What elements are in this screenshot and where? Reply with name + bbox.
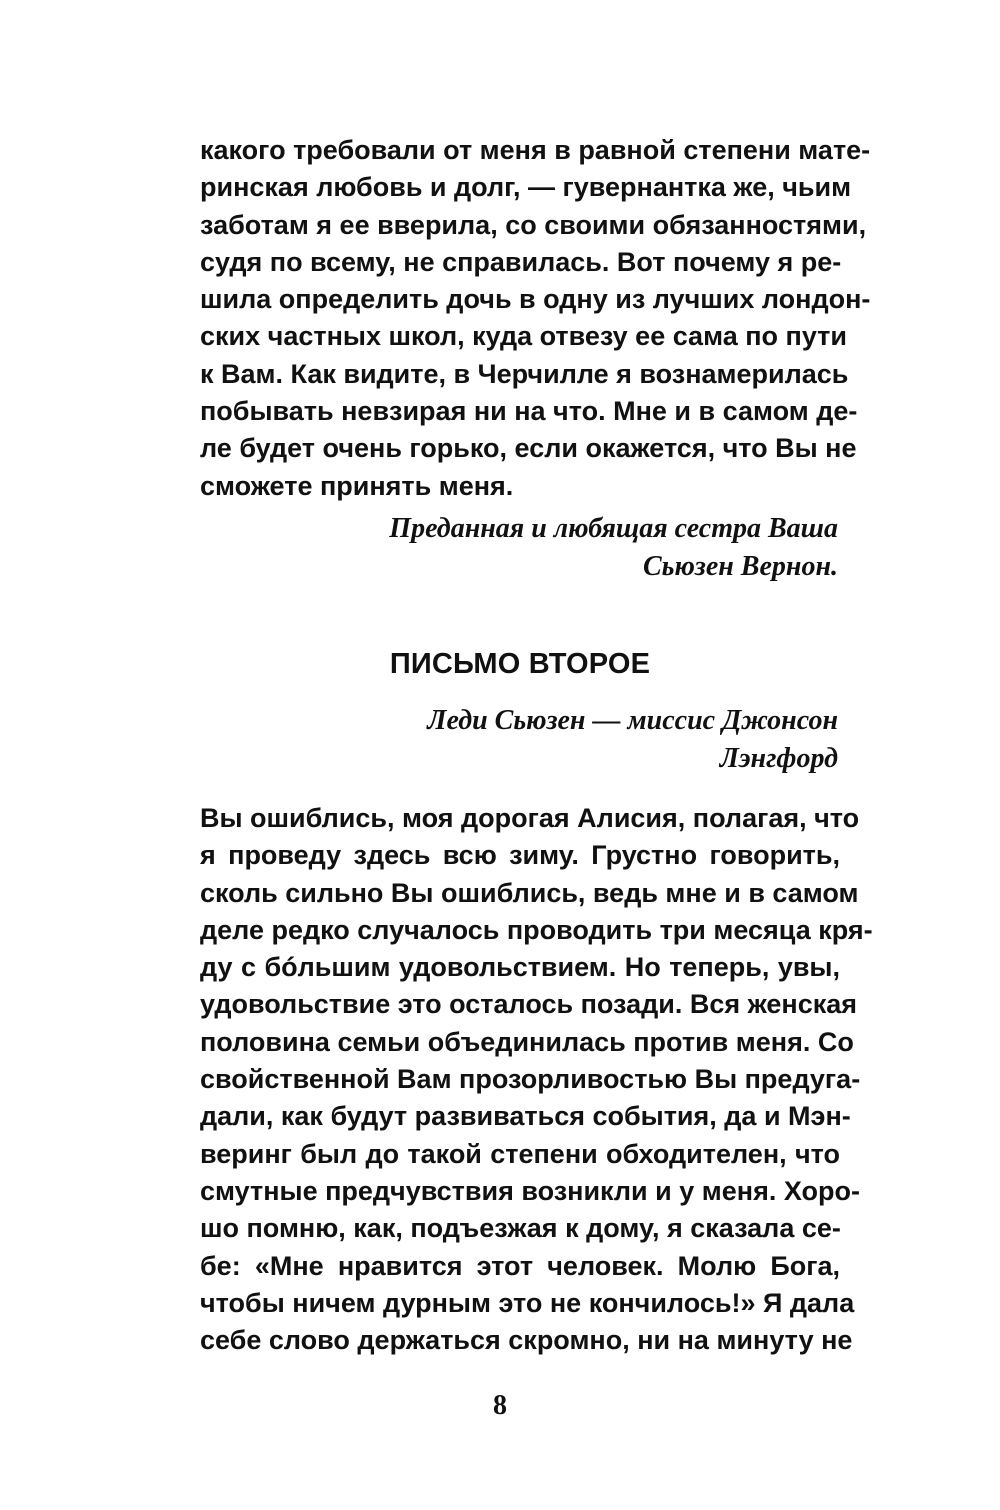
page-number: 8 <box>493 1390 507 1421</box>
text-line: ринская любовь и долг, — гувернантка же, чьим <box>200 172 852 203</box>
text-line: судя по всему, не справилась. Вот почему я ре- <box>200 246 842 277</box>
text-line: ле будет очень горько, если окажется, что Вы не <box>200 433 857 464</box>
signature-line-closing: Преданная и любящая сестра Ваша <box>389 513 838 544</box>
text-line: сколь сильно Вы ошиблись, ведь мне и в самом <box>200 877 859 908</box>
letter-address <box>427 702 838 778</box>
text-line: заботам я ее вверила, со своими обязанностями, <box>200 209 867 240</box>
text-line: смутные предчувствия возникли и у меня. Хоро- <box>200 1175 860 1206</box>
text-line: половина семьи объединилась против меня. Со <box>200 1026 854 1057</box>
text-line: шила определить дочь в одну из лучших лондон- <box>200 284 871 315</box>
text-line: веринг был до такой степени обходителен, что <box>200 1138 840 1169</box>
signature-line-name: Сьюзен Вернон. <box>642 551 838 582</box>
text-line: деле редко случалось проводить три месяца кря- <box>200 914 873 945</box>
address-line-sender-recipient: Леди Сьюзен — миссис Джонсон <box>427 705 838 736</box>
text-line: к Вам. Как видите, в Черчилле я вознамерилась <box>200 358 849 389</box>
text-line: удовольствие это осталось позади. Вся женская <box>200 989 858 1020</box>
address-line-recipient-surname: Лэнгфорд <box>719 743 838 774</box>
text-line: сможете принять меня. <box>200 470 514 501</box>
text-line: бе: «Мне нравится этот человек. Молю Бога, <box>200 1250 840 1281</box>
text-line: я проведу здесь всю зиму. Грустно говорить, <box>200 840 840 871</box>
text-line: побывать невзирая ни на что. Мне и в самом де- <box>200 396 858 427</box>
text-line: ских частных школ, куда отвезу ее сама по пути <box>200 321 847 352</box>
letter-paragraph-continued <box>200 132 871 505</box>
chapter-heading: ПИСЬМО ВТОРОЕ <box>389 648 651 680</box>
text-line: чтобы ничем дурным это не кончилось!» Я дала <box>200 1287 855 1318</box>
letter-signature <box>389 510 838 586</box>
text-line: Вы ошиблись, моя дорогая Алисия, полагая, что <box>200 803 860 833</box>
letter-paragraph <box>200 800 873 1359</box>
text-line: себе слово держаться скромно, ни на минуту не <box>200 1325 853 1356</box>
text-line: шо помню, как, подъезжая к дому, я сказала се- <box>200 1213 841 1244</box>
text-line: какого требовали от меня в равной степени мате- <box>200 135 871 165</box>
text-line: ду с бóльшим удовольствием. Но теперь, увы, <box>200 952 840 983</box>
text-line: дали, как будут развиваться события, да и Мэн- <box>200 1101 851 1132</box>
text-line: свойственной Вам прозорливостью Вы предуга- <box>200 1064 861 1095</box>
